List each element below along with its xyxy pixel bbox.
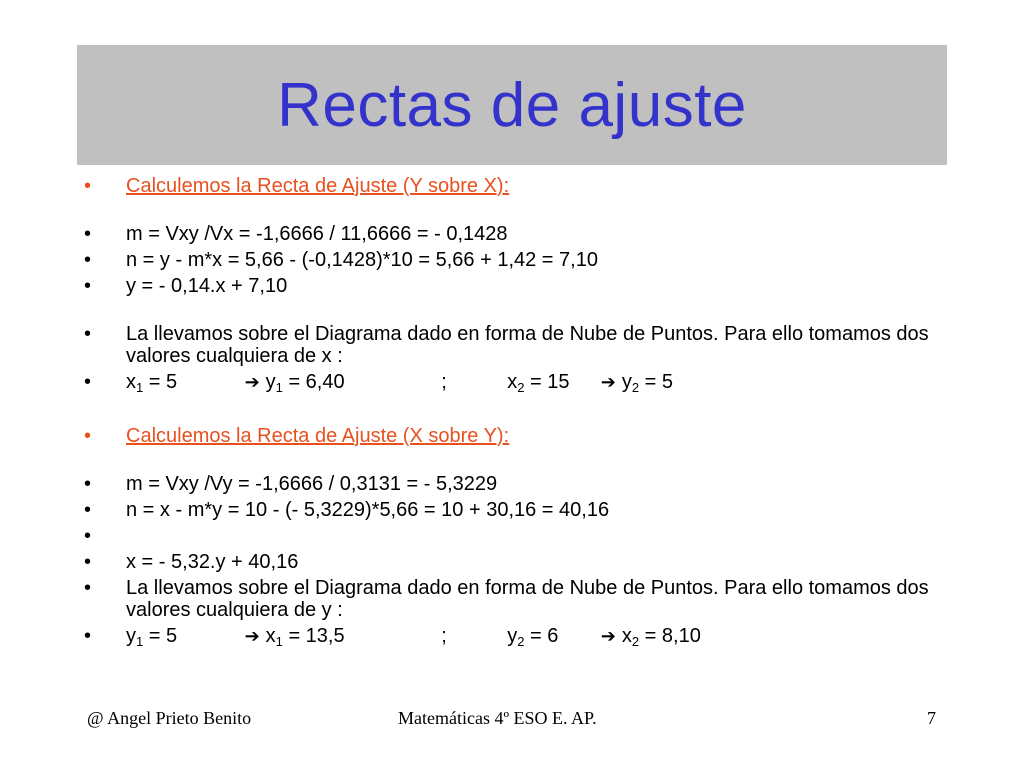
- heading-x-on-y: [84, 425, 944, 447]
- equation-y-on-x: y = - 0,14.x + 7,10: [126, 275, 288, 297]
- bullet: •: [84, 175, 92, 197]
- slide-title: Rectas de ajuste: [277, 70, 747, 140]
- title-band: [77, 45, 947, 165]
- bullet: •: [84, 223, 92, 245]
- list-item: [84, 371, 944, 399]
- bullet: •: [84, 525, 92, 547]
- arrow-right-icon: ➔: [600, 372, 616, 392]
- arrow-right-icon: ➔: [244, 372, 260, 392]
- list-item: [84, 275, 944, 297]
- bullet: •: [84, 499, 92, 521]
- heading-text: Calculemos la Recta de Ajuste (X sobre Y):: [126, 425, 510, 447]
- list-item: [84, 625, 944, 653]
- bullet: •: [84, 577, 92, 599]
- slide-content: [84, 175, 944, 653]
- list-item: [84, 473, 944, 495]
- list-item: [84, 223, 944, 245]
- footer-author: @ Angel Prieto Benito: [87, 708, 252, 728]
- footer-page-number: 7: [927, 708, 936, 728]
- bullet: •: [84, 249, 92, 271]
- bullet: •: [84, 625, 92, 647]
- plot-instruction-x: La llevamos sobre el Diagrama dado en forma de Nube de Puntos. Para ello tomamos dos valores cualquiera de x :: [126, 323, 929, 367]
- footer-course: Matemáticas 4º ESO E. AP.: [398, 708, 597, 728]
- intercept-y-on-x: n = y - m*x = 5,66 - (-0,1428)*10 = 5,66 + 1,42 = 7,10: [126, 249, 598, 271]
- bullet: •: [84, 371, 92, 393]
- slide-footer: [0, 708, 1024, 732]
- list-item: [84, 499, 944, 521]
- arrow-right-icon: ➔: [244, 626, 260, 646]
- equation-x-on-y: x = - 5,32.y + 40,16: [126, 551, 299, 573]
- points-x: $x_1 = 5$ ➔ $y_1 = 6,40$ ; $x_2 = 15$ ➔ $y_2 = 5$: [126, 371, 674, 395]
- bullet: •: [84, 473, 92, 495]
- bullet: •: [84, 551, 92, 573]
- list-item: [84, 551, 944, 573]
- list-item: [84, 249, 944, 271]
- points-y: $y_1 = 5$ ➔ $x_1 = 13,5$ ; $y_2 = 6$ ➔ $x_2 = 8,10$: [126, 625, 701, 649]
- bullet: •: [84, 323, 92, 345]
- intercept-x-on-y: n = x - m*y = 10 - (- 5,3229)*5,66 = 10 + 30,16 = 40,16: [126, 499, 610, 521]
- arrow-right-icon: ➔: [600, 626, 616, 646]
- heading-text: Calculemos la Recta de Ajuste (Y sobre X):: [126, 175, 510, 197]
- bullet: •: [84, 275, 92, 297]
- plot-instruction-y: La llevamos sobre el Diagrama dado en forma de Nube de Puntos. Para ello tomamos dos valores cualquiera de y :: [126, 577, 929, 621]
- bullet: •: [84, 425, 92, 447]
- list-item: [84, 577, 944, 621]
- list-item: [84, 323, 944, 367]
- list-item-empty: [84, 525, 944, 547]
- slope-x-on-y: m = Vxy /Vy = -1,6666 / 0,3131 = - 5,3229: [126, 473, 498, 495]
- heading-y-on-x: [84, 175, 944, 197]
- slope-y-on-x: m = Vxy /Vx = -1,6666 / 11,6666 = - 0,1428: [126, 223, 508, 245]
